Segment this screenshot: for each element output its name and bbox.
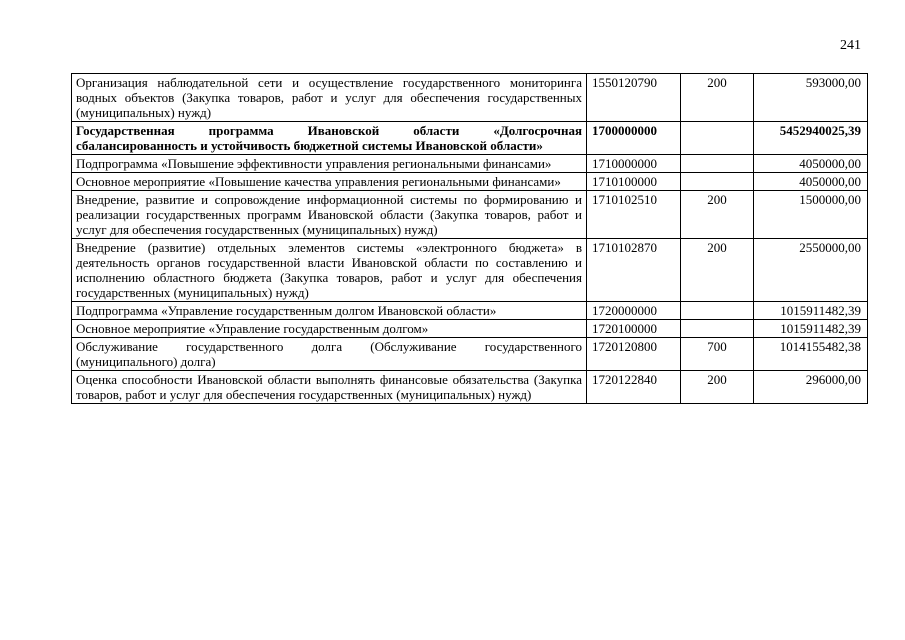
budget-table [71,73,868,404]
row-code: 1720000000 [587,302,681,320]
row-amount: 4050000,00 [754,155,868,173]
table-row [72,155,868,173]
row-type [681,320,754,338]
table-row [72,173,868,191]
table-row [72,191,868,239]
row-amount: 1500000,00 [754,191,868,239]
row-description: Подпрограмма «Управление государственным долгом Ивановской области» [72,302,587,320]
row-description: Государственная программа Ивановской области «Долгосрочная сбалансированность и устойчивость бюджетной системы Ивановской области» [72,122,587,155]
row-description: Основное мероприятие «Управление государственным долгом» [72,320,587,338]
row-amount: 5452940025,39 [754,122,868,155]
row-description: Внедрение (развитие) отдельных элементов системы «электронного бюджета» в деятельность органов государственной власти Ивановской области по составлению и исполнению областного бюджета (Закупка товаров, работ и услуг для обеспечения государственных (муниципальных) нужд) [72,239,587,302]
table-row [72,122,868,155]
row-amount: 4050000,00 [754,173,868,191]
row-type: 700 [681,338,754,371]
row-amount: 1015911482,39 [754,320,868,338]
row-amount: 593000,00 [754,74,868,122]
row-description: Внедрение, развитие и сопровождение информационной системы по формированию и реализации государственных программ Ивановской области (Закупка товаров, работ и услуг для обеспечения государственных (муниципальных) нужд) [72,191,587,239]
table-row [72,320,868,338]
row-type: 200 [681,371,754,404]
row-description: Обслуживание государственного долга (Обслуживание государственного (муниципального) долга) [72,338,587,371]
row-type: 200 [681,74,754,122]
table-row [72,371,868,404]
row-description: Организация наблюдательной сети и осуществление государственного мониторинга водных объектов (Закупка товаров, работ и услуг для обеспечения государственных (муниципальных) нужд) [72,74,587,122]
row-code: 1720120800 [587,338,681,371]
row-code: 1720100000 [587,320,681,338]
row-type [681,173,754,191]
row-code: 1710000000 [587,155,681,173]
table-row [72,302,868,320]
table-row [72,239,868,302]
row-amount: 2550000,00 [754,239,868,302]
table-row [72,338,868,371]
row-code: 1710102510 [587,191,681,239]
row-code: 1700000000 [587,122,681,155]
row-code: 1710102870 [587,239,681,302]
row-type: 200 [681,191,754,239]
row-type [681,155,754,173]
row-type: 200 [681,239,754,302]
row-code: 1710100000 [587,173,681,191]
row-type [681,302,754,320]
row-description: Подпрограмма «Повышение эффективности управления региональными финансами» [72,155,587,173]
row-amount: 1015911482,39 [754,302,868,320]
row-amount: 296000,00 [754,371,868,404]
row-code: 1550120790 [587,74,681,122]
table-row [72,74,868,122]
row-amount: 1014155482,38 [754,338,868,371]
page-number: 241 [840,38,861,53]
row-code: 1720122840 [587,371,681,404]
row-description: Основное мероприятие «Повышение качества управления региональными финансами» [72,173,587,191]
row-description: Оценка способности Ивановской области выполнять финансовые обязательства (Закупка товаров, работ и услуг для обеспечения государственных (муниципальных) нужд) [72,371,587,404]
row-type [681,122,754,155]
budget-table-body [72,74,868,404]
